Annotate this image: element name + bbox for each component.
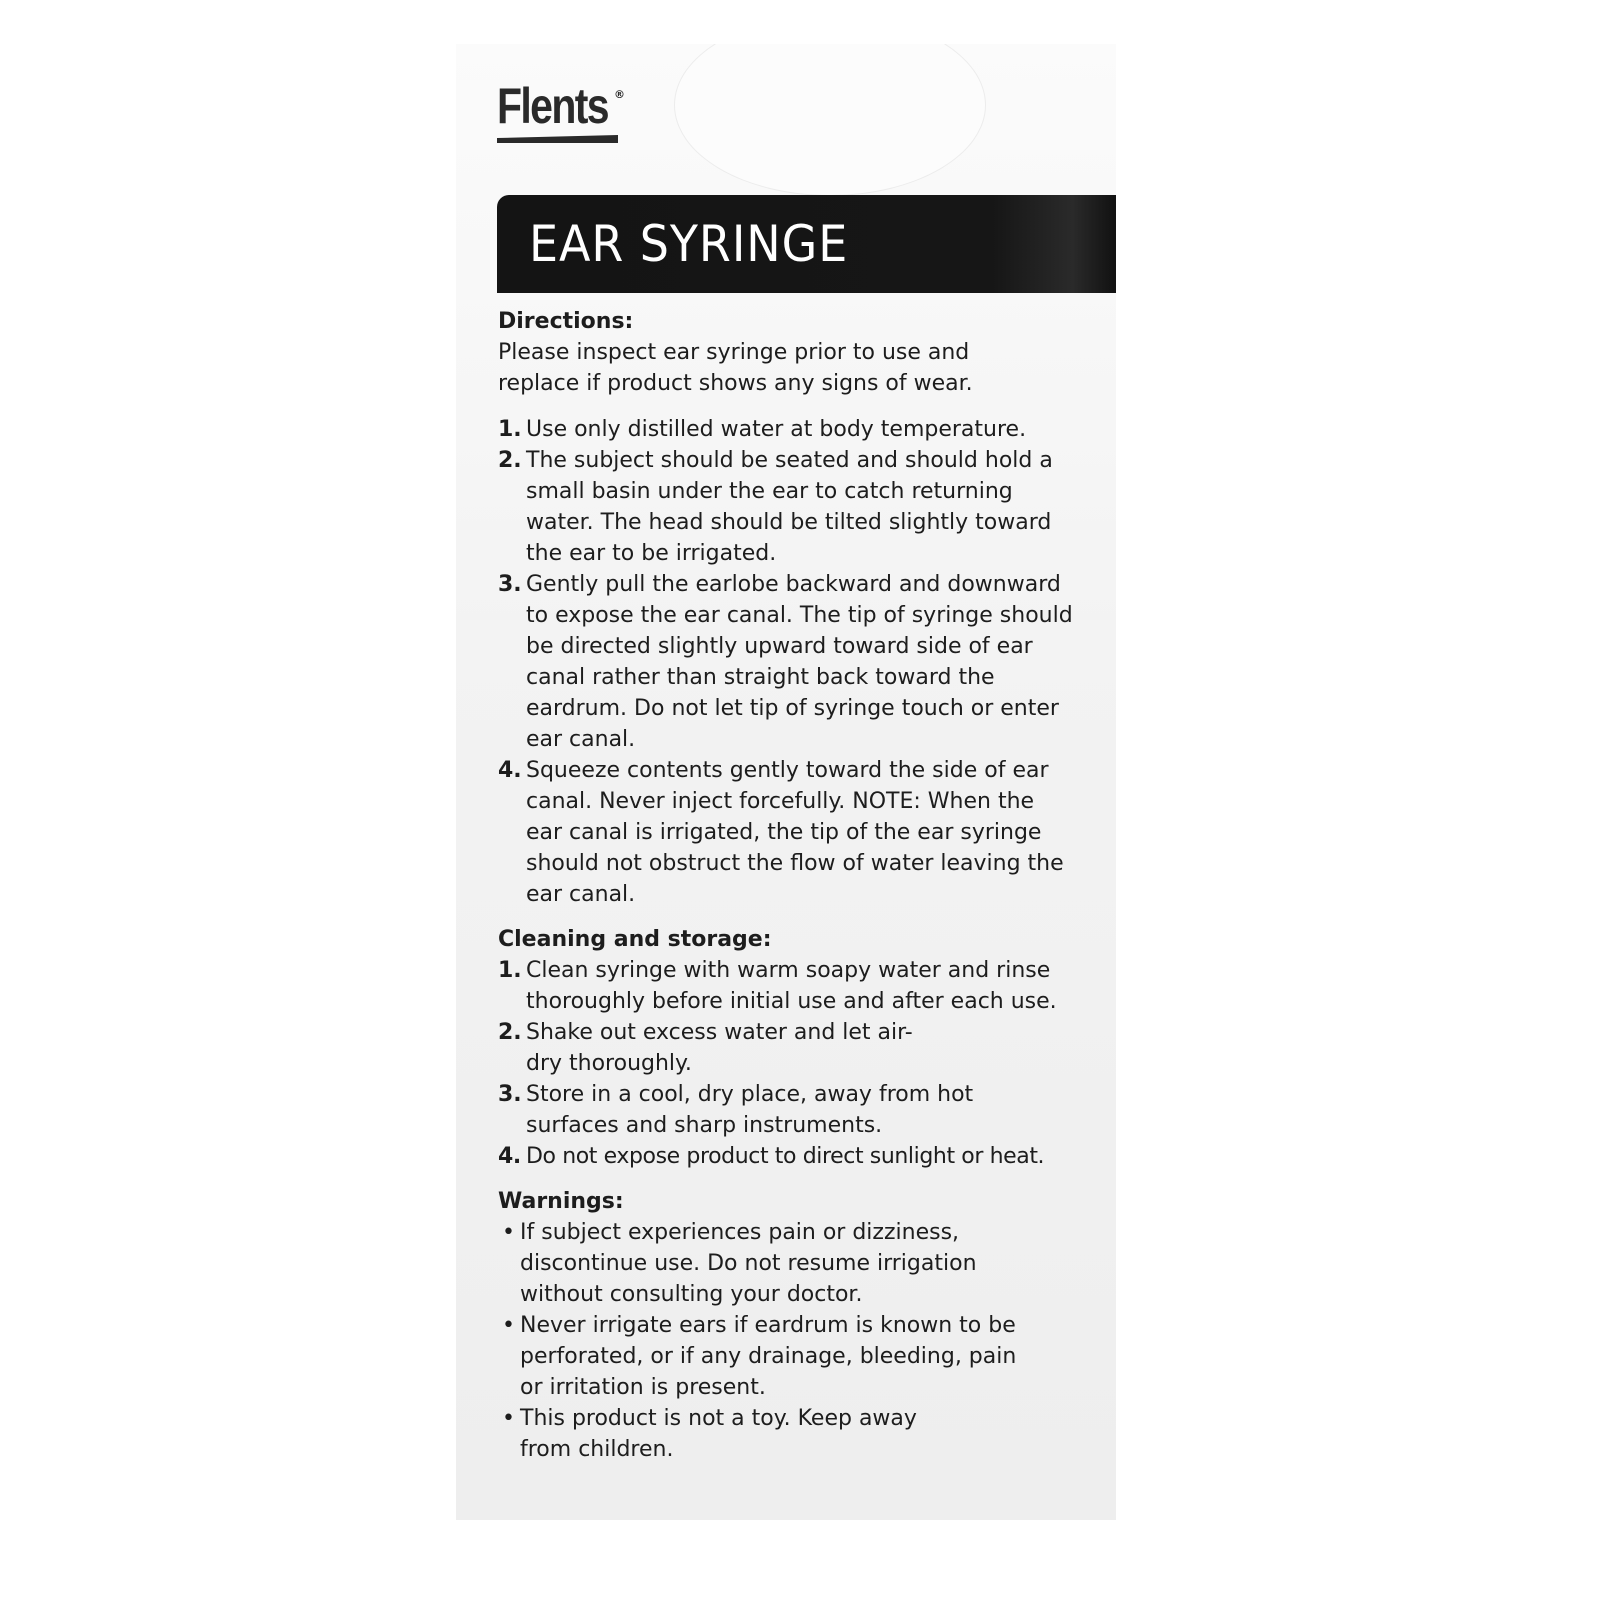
list-item: 1. Use only distilled water at body temperature. bbox=[498, 417, 1027, 442]
brand-name: Flents bbox=[497, 78, 608, 134]
list-item: 3. Store in a cool, dry place, away from hot surfaces and sharp instruments. bbox=[498, 1082, 974, 1138]
warnings-list bbox=[498, 1217, 1098, 1465]
warnings-heading: Warnings: bbox=[498, 1189, 624, 1214]
instructions bbox=[498, 306, 1098, 1465]
directions-intro: Please inspect ear syringe prior to use and replace if product shows any signs of wear. bbox=[498, 340, 973, 396]
directions-list bbox=[498, 414, 1098, 910]
list-item: 4. Squeeze contents gently toward the side of ear canal. Never inject forcefully. NOTE: When the ear canal is irrigated, the tip of the ear syringe should not obstruct the flow of water leaving the ear canal. bbox=[498, 758, 1064, 907]
product-title: EAR SYRINGE bbox=[529, 215, 849, 273]
brand-logo bbox=[497, 78, 632, 134]
bullet-icon: • bbox=[502, 1313, 515, 1338]
list-item: • If subject experiences pain or dizziness, discontinue use. Do not resume irrigation without consulting your doctor. bbox=[498, 1217, 1010, 1310]
bullet-icon: • bbox=[502, 1220, 515, 1245]
cleaning-list bbox=[498, 955, 1098, 1172]
list-item: 1. Clean syringe with warm soapy water and rinse thoroughly before initial use and after each use. bbox=[498, 958, 1057, 1014]
directions-heading: Directions: bbox=[498, 309, 634, 334]
bullet-icon: • bbox=[502, 1406, 515, 1431]
list-item: • This product is not a toy. Keep away from children. bbox=[498, 1403, 950, 1465]
list-item: • Never irrigate ears if eardrum is known to be perforated, or if any drainage, bleeding, pain or irritation is present. bbox=[498, 1310, 1040, 1403]
list-item: 3. Gently pull the earlobe backward and downward to expose the ear canal. The tip of syringe should be directed slightly upward toward side of ear canal rather than straight back toward the eardrum. Do not let tip of syringe touch or enter ear canal. bbox=[498, 572, 1073, 752]
product-title-banner bbox=[497, 195, 1116, 293]
list-item: 2. Shake out excess water and let air-dry thoroughly. bbox=[498, 1020, 913, 1076]
hang-hole-outline bbox=[674, 44, 986, 196]
list-item: 2. The subject should be seated and should hold a small basin under the ear to catch returning water. The head should be tilted slightly toward the ear to be irrigated. bbox=[498, 448, 1053, 566]
registered-mark: ® bbox=[614, 88, 625, 101]
logo-underline bbox=[497, 135, 618, 143]
list-item: 4. Do not expose product to direct sunlight or heat. bbox=[498, 1144, 1045, 1169]
product-box-panel bbox=[456, 44, 1116, 1520]
cleaning-heading: Cleaning and storage: bbox=[498, 927, 772, 952]
